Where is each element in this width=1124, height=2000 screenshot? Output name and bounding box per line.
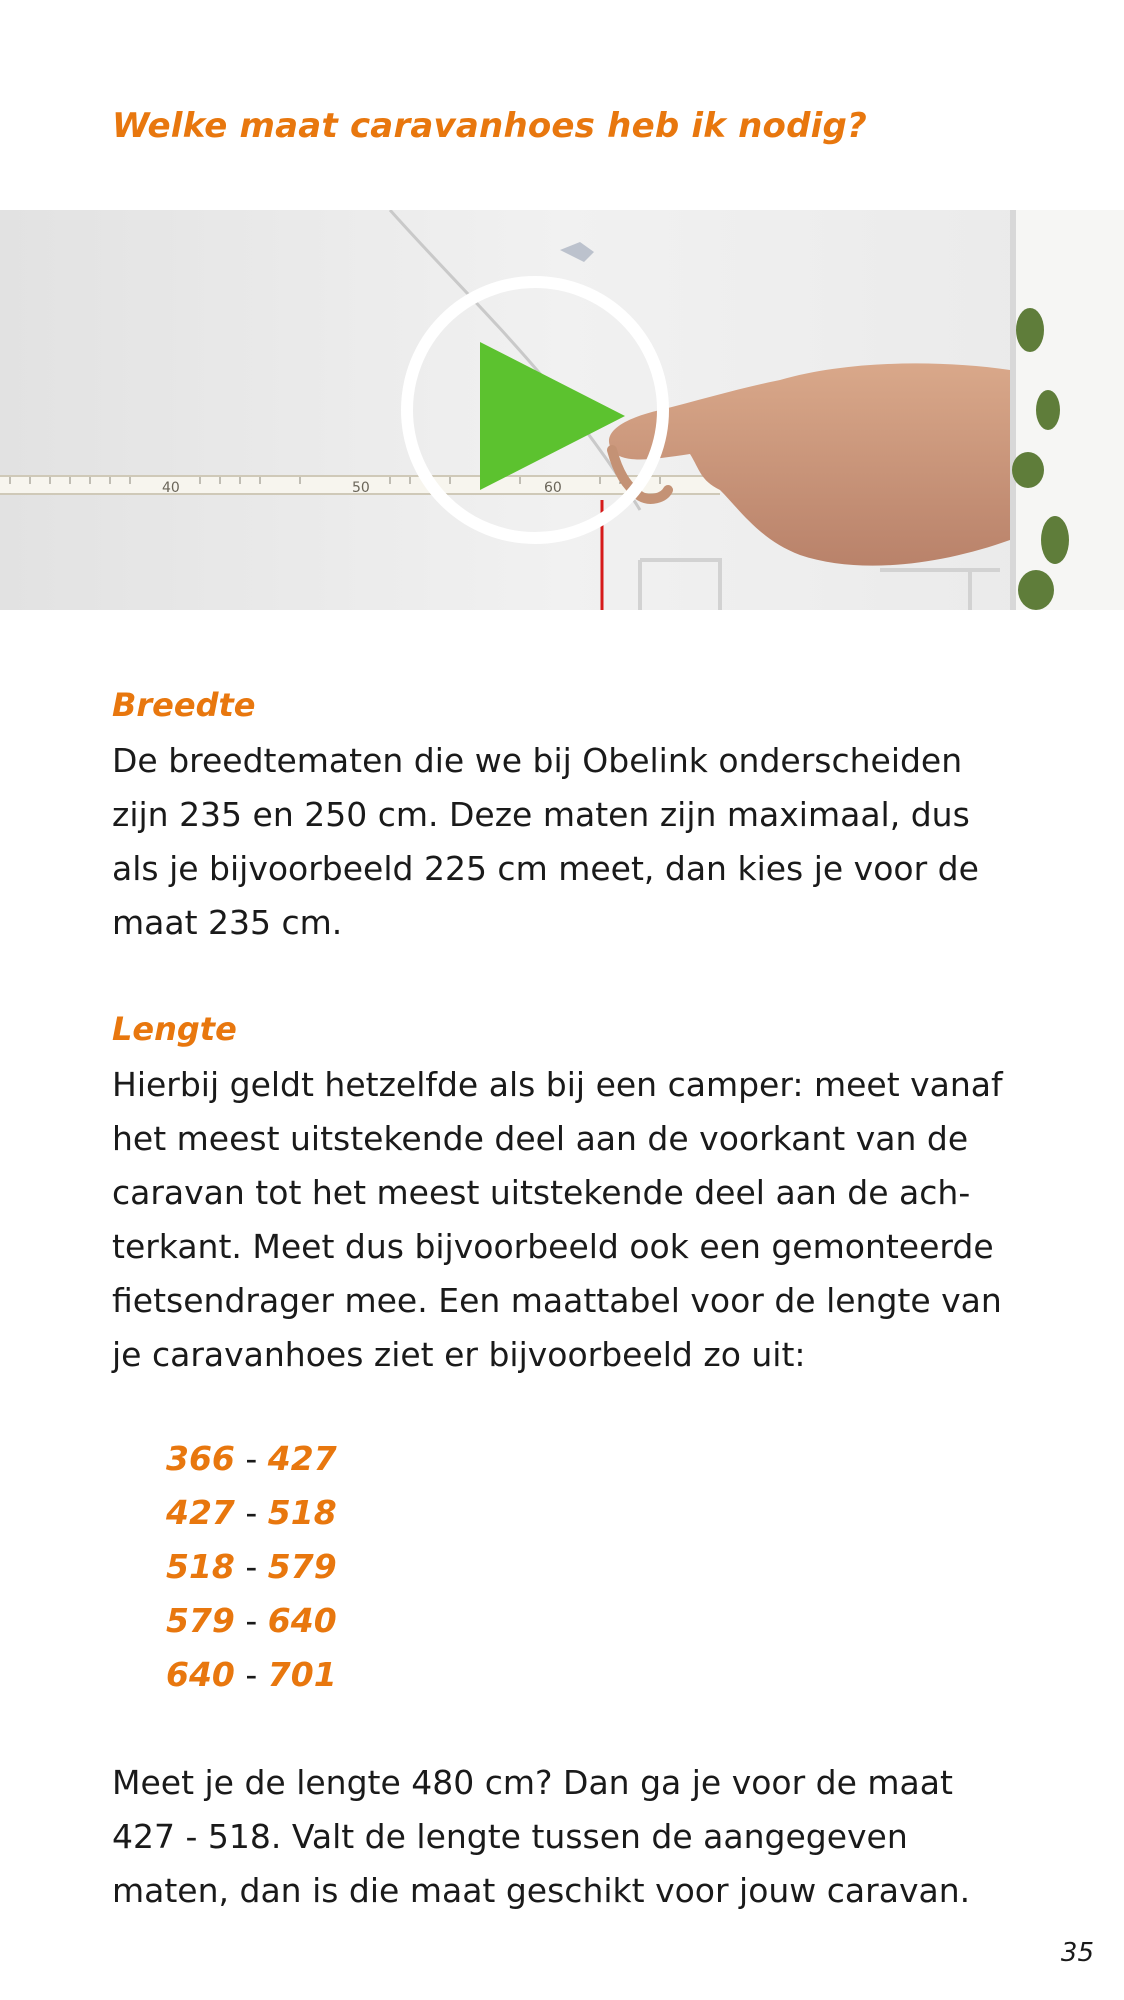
lengte-heading: Lengte — [112, 1010, 237, 1048]
tape-mark-50: 50 — [352, 480, 370, 496]
breedte-text: De breedtematen die we bij Obelink onderscheiden zijn 235 en 250 cm. Deze maten zijn maximaal, dus als je bijvoorbeeld 225 cm meet, dan kies je voor de maat 235 cm. — [112, 741, 979, 942]
size-separator: - — [234, 1493, 268, 1532]
size-to: 518 — [267, 1493, 337, 1532]
breedte-heading: Breedte — [112, 686, 256, 724]
size-row — [166, 1648, 337, 1702]
size-row — [166, 1486, 337, 1540]
tape-mark-60: 60 — [544, 480, 562, 496]
size-separator: - — [234, 1439, 268, 1478]
size-separator: - — [234, 1601, 268, 1640]
size-to: 640 — [267, 1601, 337, 1640]
size-to: 701 — [267, 1655, 337, 1694]
size-table — [166, 1432, 337, 1702]
conclusion-text: Meet je de lengte 480 cm? Dan ga je voor de maat 427 - 518. Valt de lengte tussen de aangegeven maten, dan is die maat geschikt voor jouw caravan. — [112, 1763, 971, 1910]
tape-mark-40: 40 — [162, 480, 180, 496]
size-to: 579 — [267, 1547, 337, 1586]
page-number: 35 — [1060, 1938, 1094, 1968]
size-row — [166, 1432, 337, 1486]
lengte-text: Hierbij geldt hetzelfde als bij een camper: meet vanaf het meest uitstekende deel aan de voorkant van de caravan tot het meest uitstekende deel aan de ach-terkant. Meet dus bijvoorbeeld ook een gemonteerde fietsendrager mee. Een maattabel voor de lengte van je caravanhoes ziet er bijvoorbeeld zo uit: — [112, 1065, 1003, 1374]
play-icon — [480, 342, 625, 490]
size-from: 640 — [166, 1655, 235, 1694]
size-row — [166, 1594, 337, 1648]
size-to: 427 — [267, 1439, 337, 1478]
size-from: 366 — [166, 1439, 235, 1478]
play-button[interactable] — [395, 270, 675, 550]
size-separator: - — [234, 1655, 268, 1694]
video-player[interactable] — [0, 210, 1124, 610]
size-from: 518 — [166, 1547, 235, 1586]
size-row — [166, 1540, 337, 1594]
size-from: 579 — [166, 1601, 235, 1640]
size-from: 427 — [166, 1493, 235, 1532]
size-separator: - — [234, 1547, 268, 1586]
page-title: Welke maat caravanhoes heb ik nodig? — [112, 106, 867, 146]
